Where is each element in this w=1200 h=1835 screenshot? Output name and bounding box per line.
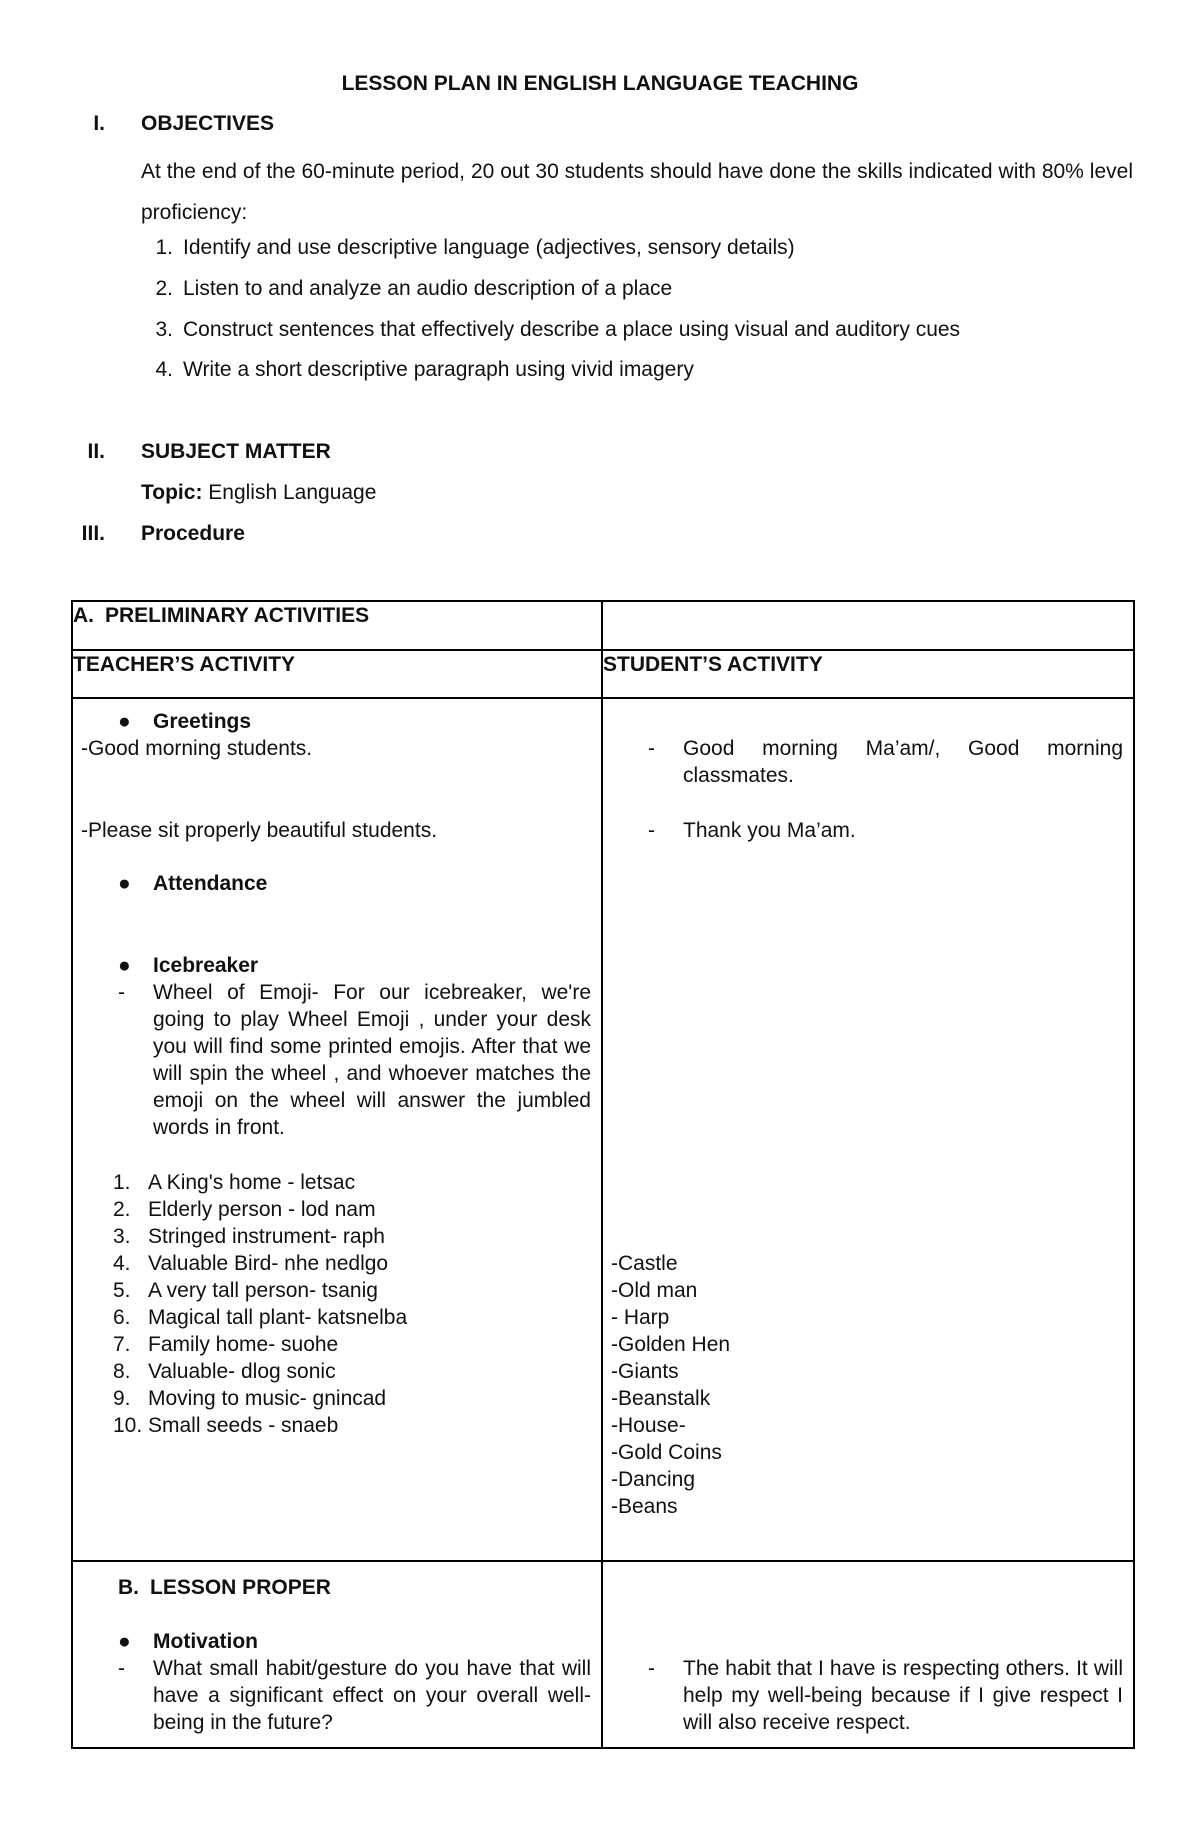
motivation-question bbox=[118, 1655, 591, 1736]
answer-item: -Gold Coins bbox=[611, 1441, 722, 1464]
procedure-table bbox=[71, 600, 1135, 1749]
list-item bbox=[113, 1304, 407, 1331]
answer-item: - Harp bbox=[611, 1306, 670, 1329]
objective-number: 1. bbox=[155, 236, 173, 259]
answer-item: -Old man bbox=[611, 1279, 698, 1302]
item-number: 1. bbox=[113, 1171, 131, 1194]
item-text: Stringed instrument- raph bbox=[148, 1225, 385, 1248]
icebreaker-bullet bbox=[118, 952, 258, 979]
list-item bbox=[113, 1358, 407, 1385]
item-text: Magical tall plant- katsnelba bbox=[148, 1306, 408, 1329]
item-text: A King's home - letsac bbox=[148, 1171, 356, 1194]
topic-line bbox=[141, 479, 376, 507]
section-a-label: PRELIMINARY ACTIVITIES bbox=[105, 604, 370, 627]
list-item bbox=[113, 1250, 407, 1277]
teacher-preliminary-cell bbox=[72, 698, 602, 1561]
objectives-heading: OBJECTIVES bbox=[141, 112, 275, 135]
section-numeral-subject-matter: II. bbox=[87, 440, 105, 463]
answer-item: -House- bbox=[611, 1414, 686, 1437]
icebreaker-description bbox=[118, 979, 591, 1141]
student-preliminary-cell bbox=[602, 698, 1134, 1561]
objective-item bbox=[141, 316, 960, 344]
student-activity-header: STUDENT’S ACTIVITY bbox=[602, 650, 1134, 698]
procedure-heading: Procedure bbox=[141, 522, 245, 545]
objectives-intro: At the end of the 60-minute period, 20 out 30 students should have done the skills indicated with 80% level proficiency: bbox=[141, 160, 1133, 224]
jumbled-words-list bbox=[113, 1169, 407, 1439]
item-number: 10. bbox=[113, 1414, 143, 1437]
answer-item: -Castle bbox=[611, 1252, 678, 1275]
motivation-answer bbox=[648, 1655, 1123, 1736]
dash-marker: - bbox=[648, 819, 655, 842]
icebreaker-label: Icebreaker bbox=[153, 954, 259, 977]
objective-text: Listen to and analyze an audio description of a place bbox=[183, 277, 673, 300]
answer-item: -Beans bbox=[611, 1495, 678, 1518]
list-item bbox=[113, 1196, 407, 1223]
section-numeral-procedure: III. bbox=[81, 522, 105, 545]
dash-marker: - bbox=[648, 737, 655, 760]
objective-text: Write a short descriptive paragraph using vivid imagery bbox=[183, 358, 694, 381]
dash-marker: - bbox=[648, 1657, 655, 1680]
document-title: LESSON PLAN IN ENGLISH LANGUAGE TEACHING bbox=[341, 72, 859, 95]
student-reply bbox=[648, 817, 1123, 844]
section-b-label: LESSON PROPER bbox=[150, 1576, 331, 1599]
list-item bbox=[113, 1169, 407, 1196]
bullet-icon: ● bbox=[118, 710, 131, 733]
section-b-letter: B. bbox=[118, 1576, 139, 1599]
objective-item bbox=[141, 356, 694, 384]
item-number: 4. bbox=[113, 1252, 131, 1275]
item-text: Valuable- dlog sonic bbox=[148, 1360, 336, 1383]
topic-value: English Language bbox=[202, 481, 377, 504]
list-item bbox=[113, 1331, 407, 1358]
item-text: Family home- suohe bbox=[148, 1333, 339, 1356]
objective-text: Construct sentences that effectively describe a place using visual and auditory cues bbox=[183, 318, 961, 341]
motivation-question-text: What small habit/gesture do you have that will have a significant effect on your overall well-being in the future? bbox=[153, 1657, 591, 1734]
attendance-bullet bbox=[118, 870, 267, 897]
bullet-icon: ● bbox=[118, 872, 131, 895]
item-number: 2. bbox=[113, 1198, 131, 1221]
motivation-answer-text: The habit that I have is respecting others. It will help my well-being because if I give respect I will also receive respect. bbox=[683, 1657, 1123, 1734]
student-reply-text: Good morning Ma’am/, Good morning classmates. bbox=[683, 737, 1123, 787]
objective-item bbox=[141, 234, 795, 262]
greetings-label: Greetings bbox=[153, 710, 252, 733]
answer-item: -Dancing bbox=[611, 1468, 696, 1491]
item-number: 6. bbox=[113, 1306, 131, 1329]
dash-marker: - bbox=[118, 981, 125, 1004]
objective-text: Identify and use descriptive language (adjectives, sensory details) bbox=[183, 236, 795, 259]
section-a-empty-cell bbox=[602, 601, 1134, 650]
bullet-icon: ● bbox=[118, 954, 131, 977]
objective-number: 3. bbox=[155, 318, 173, 341]
icebreaker-text: Wheel of Emoji- For our icebreaker, we're going to play Wheel Emoji , under your desk you will find some printed emojis. After that we will spin the wheel , and whoever matches the emoji on the wheel will answer the jumbled words in front. bbox=[153, 981, 591, 1139]
answer-item: -Beanstalk bbox=[611, 1387, 711, 1410]
item-number: 5. bbox=[113, 1279, 131, 1302]
student-reply bbox=[648, 735, 1123, 789]
item-number: 8. bbox=[113, 1360, 131, 1383]
student-lesson-proper-cell bbox=[602, 1561, 1134, 1748]
greeting-line: -Please sit properly beautiful students. bbox=[81, 819, 438, 842]
section-a-header-cell bbox=[72, 601, 602, 650]
item-text: A very tall person- tsanig bbox=[148, 1279, 378, 1302]
item-number: 9. bbox=[113, 1387, 131, 1410]
objective-item bbox=[141, 275, 672, 303]
item-number: 3. bbox=[113, 1225, 131, 1248]
list-item bbox=[113, 1385, 407, 1412]
answer-item: -Golden Hen bbox=[611, 1333, 731, 1356]
greetings-bullet bbox=[118, 708, 251, 735]
section-numeral-objectives: I. bbox=[93, 112, 105, 135]
bullet-icon: ● bbox=[118, 1630, 131, 1653]
item-text: Elderly person - lod nam bbox=[148, 1198, 376, 1221]
item-text: Valuable Bird- nhe nedlgo bbox=[148, 1252, 389, 1275]
student-reply-text: Thank you Ma’am. bbox=[683, 819, 856, 842]
teacher-activity-header: TEACHER’S ACTIVITY bbox=[72, 650, 602, 698]
teacher-lesson-proper-cell bbox=[72, 1561, 602, 1748]
subject-matter-heading: SUBJECT MATTER bbox=[141, 440, 331, 463]
greeting-line: -Good morning students. bbox=[81, 737, 313, 760]
attendance-label: Attendance bbox=[153, 872, 268, 895]
answers-list bbox=[611, 1250, 730, 1520]
item-text: Moving to music- gnincad bbox=[148, 1387, 387, 1410]
item-number: 7. bbox=[113, 1333, 131, 1356]
motivation-bullet bbox=[118, 1628, 258, 1655]
section-b-header bbox=[118, 1574, 331, 1601]
motivation-label: Motivation bbox=[153, 1630, 258, 1653]
dash-marker: - bbox=[118, 1657, 125, 1680]
topic-label: Topic: bbox=[141, 481, 203, 504]
objective-number: 2. bbox=[155, 277, 173, 300]
list-item bbox=[113, 1277, 407, 1304]
objective-number: 4. bbox=[155, 358, 173, 381]
list-item bbox=[113, 1412, 407, 1439]
answer-item: -Giants bbox=[611, 1360, 679, 1383]
section-a-letter: A. bbox=[73, 604, 94, 627]
item-text: Small seeds - snaeb bbox=[148, 1414, 339, 1437]
list-item bbox=[113, 1223, 407, 1250]
